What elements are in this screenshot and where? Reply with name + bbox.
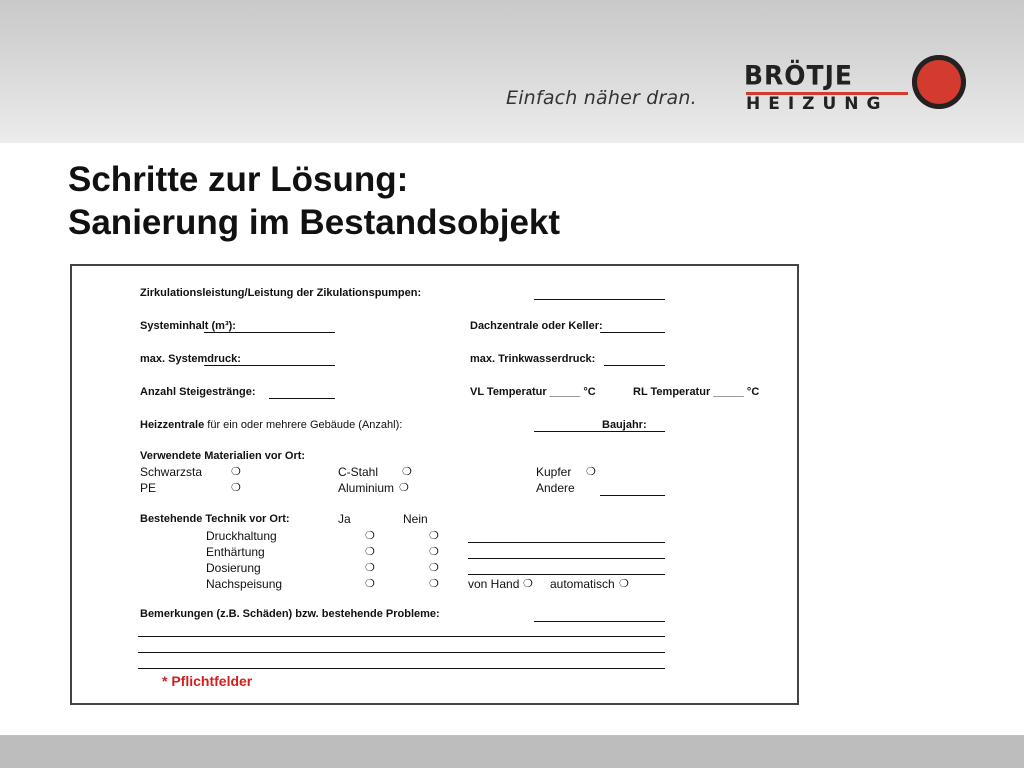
label-cstahl: C-Stahl [338, 465, 379, 479]
broetje-logo [744, 54, 972, 114]
page-title [68, 158, 560, 244]
footer-band [0, 735, 1024, 768]
field-bemerkungen-inline[interactable] [534, 621, 665, 622]
logo-circle-icon [912, 55, 966, 109]
radio-von-hand[interactable]: ❍ [523, 578, 533, 590]
label-vl-temperatur[interactable]: VL Temperatur _____ °C [470, 386, 596, 398]
radio-enthaertung-ja[interactable]: ❍ [365, 546, 375, 558]
logo-subline: HEIZUNG [746, 94, 889, 114]
label-baujahr: Baujahr: [602, 419, 647, 431]
label-bemerkungen: Bemerkungen (z.B. Schäden) bzw. bestehende Probleme: [140, 608, 440, 620]
field-bemerkungen-line-3[interactable] [138, 668, 665, 669]
radio-druckhaltung-ja[interactable]: ❍ [365, 530, 375, 542]
questionnaire-form [70, 264, 799, 705]
label-pe: PE [140, 481, 157, 495]
label-dosierung: Dosierung [206, 561, 261, 575]
label-druckhaltung: Druckhaltung [206, 529, 277, 543]
title-line-1: Schritte zur Lösung: [68, 160, 409, 199]
field-dachzentrale[interactable] [600, 332, 665, 333]
label-materialien: Verwendete Materialien vor Ort: [140, 450, 306, 462]
radio-nachspeisung-nein[interactable]: ❍ [429, 578, 439, 590]
field-steigestraenge[interactable] [269, 398, 335, 399]
label-zirkulation: Zirkulationsleistung/Leistung der Zikulationspumpen: [140, 287, 422, 299]
label-heizzentrale [140, 418, 402, 432]
radio-cstahl[interactable]: ❍ [402, 466, 412, 478]
label-enthaertung: Enthärtung [206, 545, 265, 559]
label-nein: Nein [403, 512, 428, 526]
label-ja: Ja [338, 512, 351, 526]
label-nachspeisung: Nachspeisung [206, 577, 283, 591]
pflichtfelder-note: * Pflichtfelder [162, 673, 253, 689]
field-druckhaltung[interactable] [468, 542, 665, 543]
radio-dosierung-nein[interactable]: ❍ [429, 562, 439, 574]
radio-automatisch[interactable]: ❍ [619, 578, 629, 590]
label-kupfer: Kupfer [536, 465, 572, 479]
label-von-hand: von Hand [468, 577, 520, 591]
logo-wordmark: BRÖTJE [744, 60, 853, 91]
field-dosierung[interactable] [468, 574, 665, 575]
field-enthaertung[interactable] [468, 558, 665, 559]
radio-schwarzstahl[interactable]: ❍ [231, 466, 241, 478]
field-systemdruck[interactable] [204, 365, 335, 366]
label-systemdruck: max. Systemdruck: [140, 353, 241, 365]
label-schwarzstahl: Schwarzsta [140, 465, 203, 479]
label-technik: Bestehende Technik vor Ort: [140, 513, 290, 525]
field-bemerkungen-line-1[interactable] [138, 636, 665, 637]
label-dachzentrale: Dachzentrale oder Keller: [470, 320, 603, 332]
radio-kupfer[interactable]: ❍ [586, 466, 596, 478]
label-automatisch: automatisch [550, 577, 615, 591]
field-trinkwasserdruck[interactable] [604, 365, 665, 366]
label-steigestraenge: Anzahl Steigestränge: [140, 386, 256, 398]
radio-dosierung-ja[interactable]: ❍ [365, 562, 375, 574]
radio-nachspeisung-ja[interactable]: ❍ [365, 578, 375, 590]
field-andere[interactable] [600, 495, 665, 496]
label-aluminium: Aluminium [338, 481, 395, 495]
label-systeminhalt: Systeminhalt (m³): [140, 320, 236, 332]
field-zirkulation[interactable] [534, 299, 665, 300]
radio-pe[interactable]: ❍ [231, 482, 241, 494]
title-line-2: Sanierung im Bestandsobjekt [68, 203, 561, 242]
label-trinkwasserdruck: max. Trinkwasserdruck: [470, 353, 596, 365]
label-rl-temperatur[interactable]: RL Temperatur _____ °C [633, 386, 760, 398]
brand-slogan: Einfach näher dran. [506, 87, 697, 109]
field-systeminhalt[interactable] [204, 332, 335, 333]
field-bemerkungen-line-2[interactable] [138, 652, 665, 653]
heizzentrale-bold: Heizzentrale [140, 419, 205, 431]
radio-enthaertung-nein[interactable]: ❍ [429, 546, 439, 558]
label-andere: Andere [536, 481, 575, 495]
radio-aluminium[interactable]: ❍ [399, 482, 409, 494]
heizzentrale-rest: für ein oder mehrere Gebäude (Anzahl): [207, 419, 403, 431]
radio-druckhaltung-nein[interactable]: ❍ [429, 530, 439, 542]
